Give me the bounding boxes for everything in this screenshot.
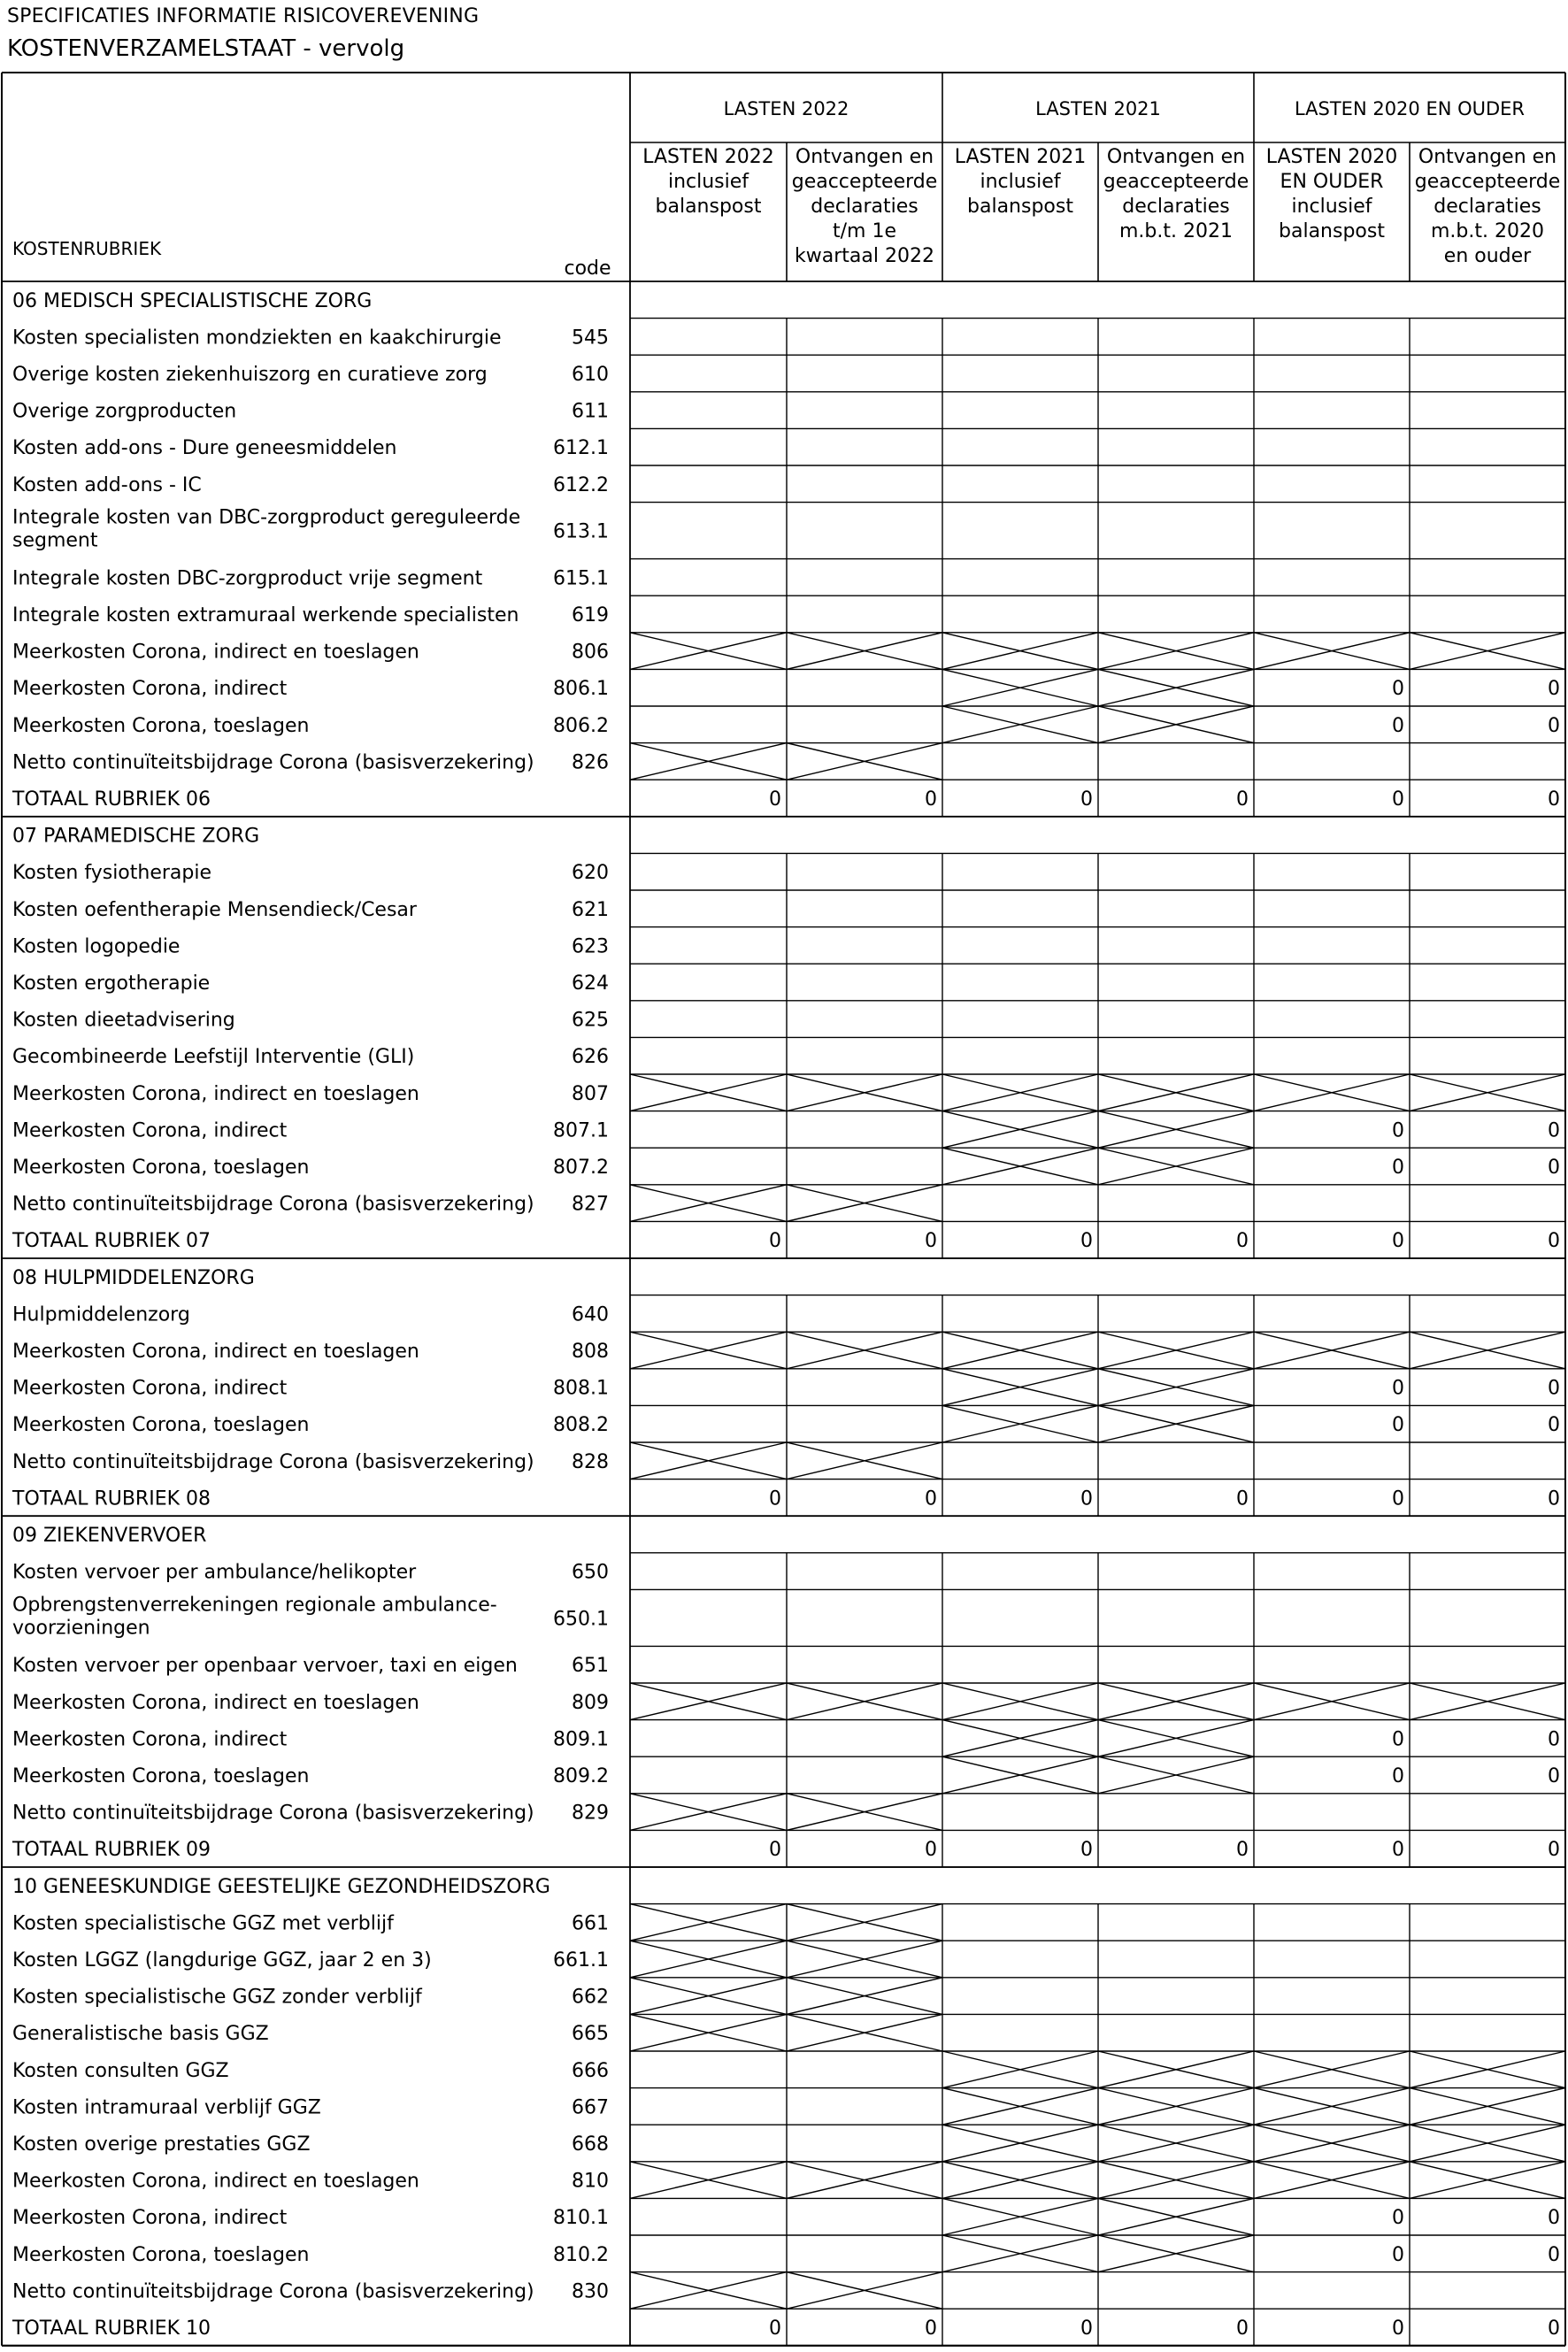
row-label: Meerkosten Corona, toeslagen — [12, 1157, 310, 1179]
crossed-out-cell — [1098, 2088, 1254, 2125]
total-label: TOTAAL RUBRIEK 08 — [12, 1487, 211, 1510]
row-code: 619 — [572, 604, 609, 626]
total-label: TOTAAL RUBRIEK 07 — [12, 1230, 211, 1253]
crossed-out-cell — [787, 743, 942, 780]
crossed-out-cell — [787, 2272, 942, 2310]
crossed-out-cell — [1254, 2125, 1410, 2162]
crossed-out-cell — [942, 633, 1098, 670]
row-code: 807.1 — [553, 1119, 609, 1142]
sub-header: geaccepteerde — [791, 171, 938, 193]
cell-value: 0 — [1236, 788, 1249, 811]
row-code: 806 — [572, 641, 609, 664]
row-code: 613.1 — [553, 520, 609, 543]
row-code: 623 — [572, 935, 609, 958]
crossed-out-cell — [787, 1442, 942, 1480]
row-code: 666 — [572, 2059, 609, 2082]
crossed-out-cell — [630, 2162, 787, 2199]
crossed-out-cell — [942, 2162, 1098, 2199]
cell-value: 0 — [1080, 1487, 1093, 1510]
crossed-out-cell — [630, 1332, 787, 1369]
cost-table — [0, 71, 1568, 2352]
row-label: Hulpmiddelenzorg — [12, 1303, 190, 1326]
crossed-out-cell — [630, 1683, 787, 1720]
cell-value: 0 — [1392, 2317, 1404, 2340]
crossed-out-cell — [1098, 1074, 1254, 1111]
crossed-out-cell — [1098, 669, 1254, 706]
cell-value: 0 — [1548, 2207, 1560, 2230]
crossed-out-cell — [942, 1332, 1098, 1369]
row-label: Netto continuïteitsbijdrage Corona (basisverzekering) — [12, 751, 534, 774]
row-code: 621 — [572, 898, 609, 921]
row-code: 662 — [572, 1986, 609, 2009]
crossed-out-cell — [942, 2051, 1098, 2088]
row-label: Kosten specialisten mondziekten en kaakchirurgie — [12, 327, 502, 350]
crossed-out-cell — [1098, 1683, 1254, 1720]
sub-header: kwartaal 2022 — [795, 245, 934, 267]
row-label: Meerkosten Corona, toeslagen — [12, 1765, 310, 1787]
crossed-out-cell — [630, 1442, 787, 1480]
cell-value: 0 — [1548, 2317, 1560, 2340]
crossed-out-cell — [942, 2088, 1098, 2125]
row-label: segment — [12, 529, 98, 552]
row-label: Kosten overige prestaties GGZ — [12, 2133, 311, 2156]
cell-value: 0 — [1392, 1157, 1404, 1179]
crossed-out-cell — [1254, 1332, 1410, 1369]
crossed-out-cell — [1410, 2162, 1565, 2199]
crossed-out-cell — [630, 1904, 787, 1941]
row-label: Overige kosten ziekenhuiszorg en curatieve zorg — [12, 364, 488, 386]
cell-value: 0 — [769, 788, 781, 811]
row-code: 661.1 — [553, 1949, 609, 1972]
cell-value: 0 — [769, 1839, 781, 1862]
row-label: Meerkosten Corona, indirect — [12, 678, 288, 701]
total-label: TOTAAL RUBRIEK 06 — [12, 788, 211, 811]
row-label: Integrale kosten van DBC-zorgproduct gereguleerde — [12, 506, 521, 529]
row-label: Meerkosten Corona, toeslagen — [12, 2243, 310, 2266]
crossed-out-cell — [1410, 1332, 1565, 1369]
row-code: 615.1 — [553, 567, 609, 590]
row-label: Integrale kosten extramuraal werkende specialisten — [12, 604, 519, 626]
crossed-out-cell — [1410, 1683, 1565, 1720]
row-code: 612.1 — [553, 437, 609, 460]
cell-value: 0 — [1392, 1377, 1404, 1400]
group-header: LASTEN 2020 EN OUDER — [1294, 98, 1526, 119]
sub-header: LASTEN 2022 — [642, 146, 774, 168]
cell-value: 0 — [1548, 1414, 1560, 1437]
row-code: 668 — [572, 2133, 609, 2156]
cell-value: 0 — [1548, 1728, 1560, 1751]
row-label: Meerkosten Corona, indirect en toeslagen — [12, 1341, 419, 1363]
crossed-out-cell — [630, 2014, 787, 2051]
crossed-out-cell — [1098, 2125, 1254, 2162]
cell-value: 0 — [1392, 678, 1404, 701]
column-header-code: code — [564, 257, 611, 280]
crossed-out-cell — [942, 1683, 1098, 1720]
sub-header: geaccepteerde — [1103, 171, 1249, 193]
cell-value: 0 — [1236, 1839, 1249, 1862]
row-code: 611 — [572, 400, 609, 423]
row-label: Kosten oefentherapie Mensendieck/Cesar — [12, 898, 417, 921]
crossed-out-cell — [1098, 2198, 1254, 2235]
row-label: Kosten vervoer per openbaar vervoer, taxi en eigen — [12, 1655, 518, 1678]
row-code: 651 — [572, 1655, 609, 1678]
row-label: Meerkosten Corona, indirect en toeslagen — [12, 2170, 419, 2193]
row-label: Kosten dieetadvisering — [12, 1009, 235, 1032]
cell-value: 0 — [1548, 678, 1560, 701]
row-code: 829 — [572, 1802, 609, 1825]
row-label: Meerkosten Corona, indirect en toeslagen — [12, 641, 419, 664]
cell-value: 0 — [1392, 1414, 1404, 1437]
row-code: 807.2 — [553, 1157, 609, 1179]
cell-value: 0 — [1080, 2317, 1093, 2340]
row-code: 620 — [572, 862, 609, 885]
crossed-out-cell — [787, 2014, 942, 2051]
crossed-out-cell — [787, 1185, 942, 1222]
crossed-out-cell — [630, 743, 787, 780]
group-header: LASTEN 2022 — [723, 98, 849, 119]
section-title: 06 MEDISCH SPECIALISTISCHE ZORG — [12, 289, 373, 312]
sub-header: inclusief — [667, 171, 749, 193]
cell-value: 0 — [1548, 714, 1560, 737]
crossed-out-cell — [1254, 633, 1410, 670]
crossed-out-cell — [942, 1756, 1098, 1794]
sub-header: declaraties — [1433, 196, 1541, 218]
crossed-out-cell — [1098, 1720, 1254, 1757]
cell-value: 0 — [1392, 1839, 1404, 1862]
row-label: Kosten vervoer per ambulance/helikopter — [12, 1561, 417, 1584]
cell-value: 0 — [925, 1839, 937, 1862]
row-code: 545 — [572, 327, 609, 350]
row-label: Kosten add-ons - IC — [12, 473, 202, 496]
sub-header: m.b.t. 2020 — [1431, 220, 1544, 242]
cell-value: 0 — [1236, 1230, 1249, 1253]
sub-header: m.b.t. 2021 — [1119, 220, 1233, 242]
row-code: 809.1 — [553, 1728, 609, 1751]
crossed-out-cell — [1254, 2051, 1410, 2088]
crossed-out-cell — [1098, 2235, 1254, 2272]
row-code: 650.1 — [553, 1608, 609, 1631]
crossed-out-cell — [1098, 1148, 1254, 1185]
row-label: Kosten intramuraal verblijf GGZ — [12, 2096, 321, 2119]
crossed-out-cell — [1254, 1683, 1410, 1720]
crossed-out-cell — [1098, 2162, 1254, 2199]
row-label: Netto continuïteitsbijdrage Corona (basisverzekering) — [12, 1193, 534, 1216]
sub-header: Ontvangen en — [1106, 146, 1246, 168]
row-label: Gecombineerde Leefstijl Interventie (GLI) — [12, 1046, 415, 1069]
crossed-out-cell — [787, 1332, 942, 1369]
crossed-out-cell — [942, 1111, 1098, 1149]
row-label: Overige zorgproducten — [12, 400, 237, 423]
row-code: 810.2 — [553, 2243, 609, 2266]
sub-header: inclusief — [980, 171, 1061, 193]
crossed-out-cell — [942, 2235, 1098, 2272]
sub-header: EN OUDER — [1280, 171, 1384, 193]
row-label: Meerkosten Corona, indirect en toeslagen — [12, 1691, 419, 1714]
column-header-rubriek: KOSTENRUBRIEK — [12, 238, 162, 259]
form-subtitle: KOSTENVERZAMELSTAAT - vervolg — [7, 35, 405, 62]
row-label: Kosten ergotherapie — [12, 972, 211, 995]
row-code: 625 — [572, 1009, 609, 1032]
row-label: Meerkosten Corona, indirect — [12, 2207, 288, 2230]
section-title: 07 PARAMEDISCHE ZORG — [12, 825, 260, 848]
cell-value: 0 — [925, 1487, 937, 1510]
cell-value: 0 — [1392, 2243, 1404, 2266]
row-code: 665 — [572, 2023, 609, 2046]
crossed-out-cell — [1254, 1074, 1410, 1111]
row-label: Netto continuïteitsbijdrage Corona (basisverzekering) — [12, 2280, 534, 2303]
crossed-out-cell — [1410, 2051, 1565, 2088]
row-label: Kosten LGGZ (langdurige GGZ, jaar 2 en 3) — [12, 1949, 432, 1972]
cell-value: 0 — [1392, 1728, 1404, 1751]
cell-value: 0 — [1236, 2317, 1249, 2340]
crossed-out-cell — [1098, 706, 1254, 743]
row-label: Meerkosten Corona, toeslagen — [12, 1414, 310, 1437]
crossed-out-cell — [630, 1978, 787, 2015]
sub-header: declaraties — [1122, 196, 1230, 218]
crossed-out-cell — [942, 706, 1098, 743]
row-label: Integrale kosten DBC-zorgproduct vrije segment — [12, 567, 483, 590]
crossed-out-cell — [942, 2198, 1098, 2235]
cell-value: 0 — [1548, 2243, 1560, 2266]
crossed-out-cell — [630, 1074, 787, 1111]
crossed-out-cell — [1254, 2088, 1410, 2125]
row-code: 808 — [572, 1341, 609, 1363]
sub-header: declaraties — [811, 196, 919, 218]
row-code: 806.1 — [553, 678, 609, 701]
cell-value: 0 — [769, 1487, 781, 1510]
cell-value: 0 — [1392, 1765, 1404, 1787]
cell-value: 0 — [1236, 1487, 1249, 1510]
cell-value: 0 — [925, 2317, 937, 2340]
crossed-out-cell — [630, 1185, 787, 1222]
row-label: Kosten specialistische GGZ zonder verblijf — [12, 1986, 422, 2009]
row-code: 626 — [572, 1046, 609, 1069]
cell-value: 0 — [1392, 1230, 1404, 1253]
section-title: 10 GENEESKUNDIGE GEESTELIJKE GEZONDHEIDSZORG — [12, 1875, 550, 1898]
row-label: Opbrengstenverrekeningen regionale ambulance- — [12, 1594, 497, 1617]
group-header: LASTEN 2021 — [1035, 98, 1161, 119]
row-code: 610 — [572, 364, 609, 386]
cell-value: 0 — [1080, 1839, 1093, 1862]
row-label: Kosten add-ons - Dure geneesmiddelen — [12, 437, 397, 460]
crossed-out-cell — [1098, 1332, 1254, 1369]
crossed-out-cell — [787, 1941, 942, 1978]
row-code: 667 — [572, 2096, 609, 2119]
crossed-out-cell — [1098, 1756, 1254, 1794]
row-label: Meerkosten Corona, indirect en toeslagen — [12, 1082, 419, 1105]
row-code: 624 — [572, 972, 609, 995]
cell-value: 0 — [769, 2317, 781, 2340]
row-code: 830 — [572, 2280, 609, 2303]
row-label: Netto continuïteitsbijdrage Corona (basisverzekering) — [12, 1802, 534, 1825]
cell-value: 0 — [1548, 1230, 1560, 1253]
crossed-out-cell — [1098, 633, 1254, 670]
row-label: Meerkosten Corona, indirect — [12, 1119, 288, 1142]
crossed-out-cell — [787, 2162, 942, 2199]
crossed-out-cell — [1410, 1074, 1565, 1111]
crossed-out-cell — [787, 1978, 942, 2015]
cell-value: 0 — [1548, 1487, 1560, 1510]
crossed-out-cell — [787, 1074, 942, 1111]
sub-header: inclusief — [1291, 196, 1372, 218]
row-code: 661 — [572, 1912, 609, 1935]
cell-value: 0 — [925, 788, 937, 811]
sub-header: t/m 1e — [833, 220, 896, 242]
row-label: Kosten specialistische GGZ met verblijf — [12, 1912, 394, 1935]
row-code: 809.2 — [553, 1765, 609, 1787]
cell-value: 0 — [769, 1230, 781, 1253]
crossed-out-cell — [630, 1794, 787, 1831]
sub-header: LASTEN 2021 — [954, 146, 1087, 168]
crossed-out-cell — [942, 2125, 1098, 2162]
cell-value: 0 — [1080, 788, 1093, 811]
row-code: 828 — [572, 1450, 609, 1473]
crossed-out-cell — [787, 1904, 942, 1941]
sub-header: en ouder — [1443, 245, 1532, 267]
crossed-out-cell — [787, 1683, 942, 1720]
row-code: 810 — [572, 2170, 609, 2193]
row-code: 640 — [572, 1303, 609, 1326]
crossed-out-cell — [787, 633, 942, 670]
crossed-out-cell — [1098, 1111, 1254, 1149]
cell-value: 0 — [925, 1230, 937, 1253]
row-code: 807 — [572, 1082, 609, 1105]
cell-value: 0 — [1392, 714, 1404, 737]
row-code: 808.2 — [553, 1414, 609, 1437]
section-title: 09 ZIEKENVERVOER — [12, 1525, 207, 1547]
sub-header: balanspost — [655, 196, 762, 218]
crossed-out-cell — [942, 1074, 1098, 1111]
crossed-out-cell — [1098, 2051, 1254, 2088]
cell-value: 0 — [1392, 1119, 1404, 1142]
crossed-out-cell — [942, 1148, 1098, 1185]
crossed-out-cell — [942, 669, 1098, 706]
crossed-out-cell — [1410, 2125, 1565, 2162]
sub-header: balanspost — [1279, 220, 1385, 242]
crossed-out-cell — [1098, 1405, 1254, 1442]
sub-header: balanspost — [967, 196, 1073, 218]
cell-value: 0 — [1392, 2207, 1404, 2230]
crossed-out-cell — [1098, 1369, 1254, 1406]
section-title: 08 HULPMIDDELENZORG — [12, 1266, 255, 1289]
cell-value: 0 — [1548, 1839, 1560, 1862]
row-code: 612.2 — [553, 473, 609, 496]
crossed-out-cell — [1410, 2088, 1565, 2125]
crossed-out-cell — [630, 1941, 787, 1978]
sub-header: LASTEN 2020 — [1265, 146, 1398, 168]
sub-header: geaccepteerde — [1414, 171, 1561, 193]
sub-header: Ontvangen en — [795, 146, 934, 168]
form-title: SPECIFICATIES INFORMATIE RISICOVEREVENING — [7, 5, 480, 27]
total-label: TOTAAL RUBRIEK 10 — [12, 2317, 211, 2340]
row-label: Kosten fysiotherapie — [12, 862, 212, 885]
cell-value: 0 — [1548, 1157, 1560, 1179]
cell-value: 0 — [1392, 1487, 1404, 1510]
row-code: 826 — [572, 751, 609, 774]
row-label: Meerkosten Corona, indirect — [12, 1728, 288, 1751]
row-code: 810.1 — [553, 2207, 609, 2230]
crossed-out-cell — [630, 2272, 787, 2310]
row-code: 827 — [572, 1193, 609, 1216]
crossed-out-cell — [1254, 2162, 1410, 2199]
row-label: Kosten consulten GGZ — [12, 2059, 229, 2082]
row-label: voorzieningen — [12, 1617, 150, 1640]
cell-value: 0 — [1548, 1377, 1560, 1400]
crossed-out-cell — [1410, 633, 1565, 670]
row-label: Netto continuïteitsbijdrage Corona (basisverzekering) — [12, 1450, 534, 1473]
row-label: Meerkosten Corona, indirect — [12, 1377, 288, 1400]
crossed-out-cell — [630, 633, 787, 670]
row-code: 809 — [572, 1691, 609, 1714]
row-code: 806.2 — [553, 714, 609, 737]
crossed-out-cell — [942, 1720, 1098, 1757]
crossed-out-cell — [942, 1405, 1098, 1442]
total-label: TOTAAL RUBRIEK 09 — [12, 1839, 211, 1862]
row-code: 808.1 — [553, 1377, 609, 1400]
cell-value: 0 — [1548, 1119, 1560, 1142]
cell-value: 0 — [1548, 1765, 1560, 1787]
row-label: Kosten logopedie — [12, 935, 181, 958]
cell-value: 0 — [1392, 788, 1404, 811]
crossed-out-cell — [787, 1794, 942, 1831]
sub-header: Ontvangen en — [1418, 146, 1557, 168]
row-label: Generalistische basis GGZ — [12, 2023, 269, 2046]
row-label: Meerkosten Corona, toeslagen — [12, 714, 310, 737]
crossed-out-cell — [942, 1369, 1098, 1406]
cell-value: 0 — [1548, 788, 1560, 811]
row-code: 650 — [572, 1561, 609, 1584]
cell-value: 0 — [1080, 1230, 1093, 1253]
